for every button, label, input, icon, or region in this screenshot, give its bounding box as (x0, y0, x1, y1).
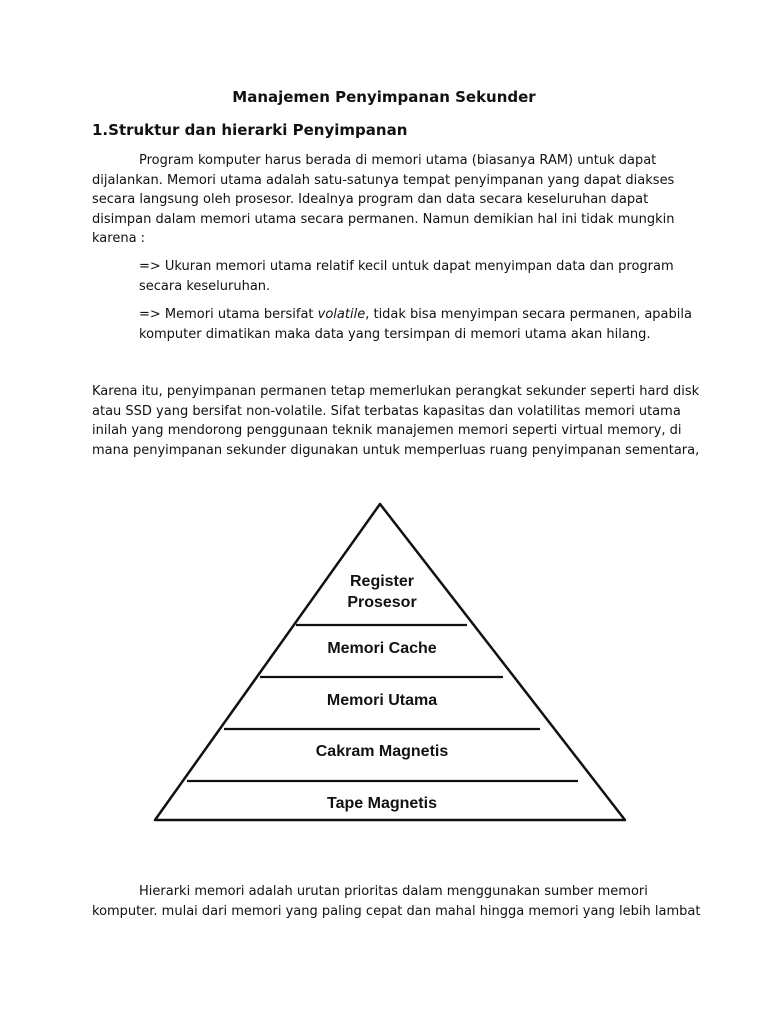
paragraph-line: Program komputer harus berada di memori utama (biasanya RAM) untuk dapat (139, 153, 657, 168)
bullet-line: secara keseluruhan. (139, 278, 271, 294)
paragraph-line: secara langsung oleh prosesor. Idealnya program dan data secara keseluruhan dapat (92, 192, 649, 208)
bullet-line: => Ukuran memori utama relatif kecil untuk dapat menyimpan data dan program (139, 259, 674, 274)
tier-magnetic-disk-label: Cakram Magnetis (315, 743, 449, 760)
bullet-line: komputer dimatikan maka data yang tersimpan di memori utama akan hilang. (139, 326, 651, 342)
tier-magnetic-tape-label: Tape Magnetis (327, 795, 437, 812)
section-heading: 1.Struktur dan hierarki Penyimpanan (92, 121, 408, 139)
paragraph-virtual-memory (92, 382, 700, 460)
paragraph-line: Karena itu, penyimpanan permanen tetap memerlukan perangkat sekunder seperti hard disk (92, 384, 700, 399)
paragraph-line: mana penyimpanan sekunder digunakan untuk memperluas ruang penyimpanan sementara, (92, 442, 700, 458)
paragraph-hierarchy (92, 882, 701, 921)
bullet-text: => Memori utama bersifat (139, 307, 318, 322)
paragraph-intro (92, 151, 692, 249)
paragraph-line: Hierarki memori adalah urutan prioritas dalam menggunakan sumber memori (139, 884, 648, 899)
bullet-item (139, 305, 692, 344)
bullet-text: , tidak bisa menyimpan secara permanen, apabila (365, 307, 692, 322)
tier-main-memory-label: Memori Utama (326, 692, 438, 709)
bullet-italic-text: volatile (317, 307, 366, 322)
paragraph-line: dijalankan. Memori utama adalah satu-satunya tempat penyimpanan yang dapat diakses (92, 172, 675, 188)
paragraph-line: atau SSD yang bersifat non-volatile. Sifat terbatas kapasitas dan volatilitas memori utama (92, 403, 681, 419)
tier-cache-label: Memori Cache (327, 640, 437, 657)
paragraph-line: inilah yang mendorong penggunaan teknik manajemen memori seperti virtual memory, di (92, 423, 682, 439)
pyramid-outline (155, 504, 625, 820)
bullet-item (139, 257, 679, 296)
bullet-line (139, 305, 692, 325)
memory-hierarchy-pyramid (150, 500, 630, 825)
paragraph-line: komputer. mulai dari memori yang paling cepat dan mahal hingga memori yang lebih lambat (92, 903, 701, 919)
document-title: Manajemen Penyimpanan Sekunder (232, 88, 536, 106)
paragraph-line: karena : (92, 231, 146, 247)
tier-register-label: Register (349, 573, 415, 590)
tier-register-label: Prosesor (347, 594, 417, 611)
paragraph-line: disimpan dalam memori utama secara permanen. Namun demikian hal ini tidak mungkin (92, 211, 675, 227)
